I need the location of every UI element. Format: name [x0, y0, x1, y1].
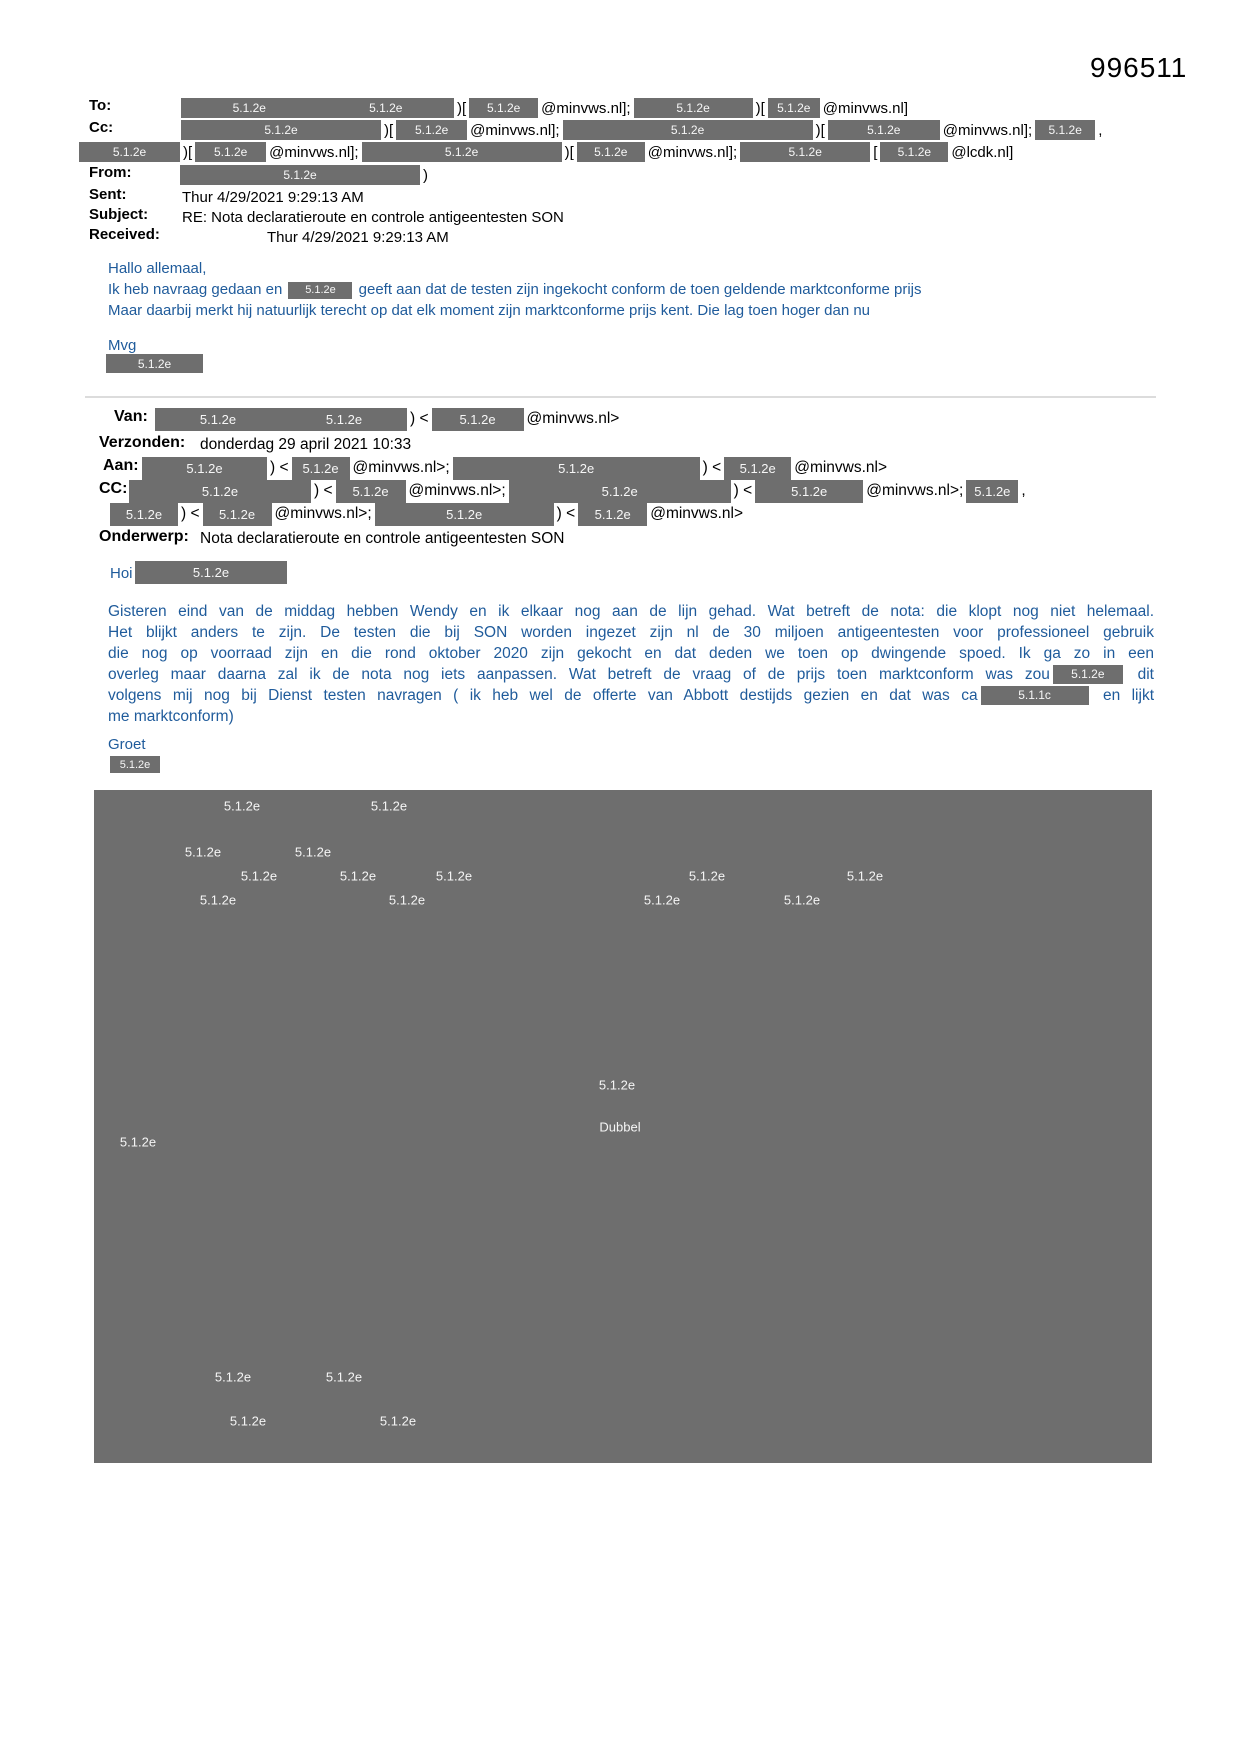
- redaction-chip: 5.1.2e: [634, 98, 753, 118]
- redaction-chip: 5.1.2e: [203, 503, 272, 526]
- redaction-chip: 5.1.2e: [110, 503, 178, 526]
- email-header-row: [0, 225, 1241, 249]
- body-line: [108, 258, 1158, 279]
- redaction-chip: 5.1.2e: [195, 142, 266, 162]
- header-text: ,: [1021, 482, 1026, 499]
- header-text: @minvws.nl];: [269, 143, 359, 161]
- redaction-label: 5.1.2e: [598, 1077, 636, 1093]
- header-text: @minvws.nl]: [822, 99, 909, 117]
- redaction-chip: 5.1.2e: [396, 120, 467, 140]
- header-text: Ik heb navraag gedaan en: [108, 281, 287, 298]
- header-label: Sent:: [89, 186, 127, 203]
- header-text: @minvws.nl];: [942, 121, 1033, 139]
- email-header-row: [0, 456, 1241, 480]
- header-value: [110, 502, 746, 526]
- header-text: @minvws.nl];: [470, 121, 560, 139]
- header-text: @minvws.nl>: [650, 505, 744, 522]
- header-text: donderdag 29 april 2021 10:33: [200, 436, 412, 453]
- redaction-chip: 5.1.2e: [432, 408, 524, 431]
- redaction-label: 5.1.2e: [379, 1413, 417, 1429]
- header-text: Thur 4/29/2021 9:29:13 AM: [182, 188, 364, 206]
- header-value: [181, 118, 1105, 142]
- header-text: dit: [1125, 666, 1154, 683]
- redaction-chip: [155, 408, 407, 431]
- header-label: Received:: [89, 226, 160, 243]
- header-label: Onderwerp:: [99, 528, 189, 545]
- email-header-row: [0, 118, 1241, 142]
- header-text: )[: [564, 143, 574, 161]
- header-text: ) <: [556, 505, 576, 522]
- header-text: Thur 4/29/2021 9:29:13 AM: [267, 228, 449, 246]
- email-header-row: [0, 502, 1241, 526]
- redaction-label: 5.1.2e: [370, 798, 408, 814]
- header-text: @minvws.nl];: [647, 143, 738, 161]
- header-text: @minvws.nl>;: [352, 459, 450, 476]
- redaction-chip: [181, 98, 454, 118]
- redaction-label: 5.1.2e: [688, 868, 726, 884]
- redaction-label: 5.1.2e: [435, 868, 473, 884]
- redaction-chip: 5.1.2e: [880, 142, 948, 162]
- header-text: Het blijkt anders te zijn. De testen die bij SON worden ingezet zijn nl de 30 miljoen antigeentesten voor professioneel gebruik: [108, 624, 1154, 641]
- header-text: @lcdk.nl]: [951, 143, 1014, 161]
- header-text: ) <: [733, 482, 753, 499]
- body-line: [108, 279, 1158, 300]
- redaction-chip: 5.1.2e: [828, 120, 940, 140]
- header-text: [: [873, 143, 878, 161]
- redaction-chip: 5.1.2e: [135, 561, 287, 584]
- header-text: overleg maar daarna zal ik de nota nog iets aanpassen. Wat betreft de vraag of de prijs toen marktconform was zou: [108, 666, 1050, 683]
- header-text: ): [423, 166, 428, 184]
- redaction-label: 5.1.2e: [232, 101, 266, 115]
- redaction-label: 5.1.2e: [184, 844, 222, 860]
- header-text: Hallo allemaal,: [108, 260, 207, 277]
- header-text: en lijkt: [1091, 687, 1154, 704]
- redaction-chip: 5.1.2e: [509, 480, 731, 503]
- email2-greeting: Hoi: [110, 565, 133, 582]
- email-header-row: [0, 140, 1241, 164]
- header-text: ) <: [270, 459, 289, 476]
- redaction-chip: 5.1.2e: [768, 98, 820, 118]
- header-value: [197, 433, 414, 457]
- redaction-chip: 5.1.2e: [755, 480, 863, 503]
- header-value: [129, 479, 1029, 503]
- redaction-chip: 5.1.2e: [563, 120, 813, 140]
- redaction-chip: 5.1.2e: [966, 480, 1018, 503]
- redaction-label: 5.1.2e: [214, 1369, 252, 1385]
- header-label: Subject:: [89, 206, 149, 223]
- header-text: ,: [1098, 121, 1103, 139]
- email-header-row: [0, 163, 1241, 187]
- email1-body: [108, 258, 1158, 321]
- redaction-chip: 5.1.2e: [142, 457, 267, 480]
- redaction-label: 5.1.2e: [199, 892, 237, 908]
- redaction-chip: 5.1.2e: [362, 142, 562, 162]
- header-label: Verzonden:: [99, 434, 186, 451]
- header-text: )[: [755, 99, 765, 117]
- header-text: )[: [384, 121, 394, 139]
- redaction-chip: 5.1.2e: [292, 457, 350, 480]
- email1-signoff: Mvg: [108, 337, 137, 354]
- redaction-chip: 5.1.2e: [578, 503, 647, 526]
- header-text: )[: [815, 121, 825, 139]
- header-text: @minvws.nl];: [541, 99, 631, 117]
- redaction-label: 5.1.2e: [325, 1369, 363, 1385]
- redaction-chip: 5.1.2e: [181, 120, 381, 140]
- header-label: CC:: [99, 480, 128, 497]
- redaction-label: Dubbel: [599, 1119, 641, 1135]
- email-header-row: [0, 527, 1241, 551]
- redaction-label: 5.1.2e: [369, 101, 403, 115]
- redaction-chip: 5.1.2e: [106, 354, 203, 373]
- redaction-label: 5.1.2e: [294, 844, 332, 860]
- header-text: Gisteren eind van de middag hebben Wendy en ik elkaar nog aan de lijn gehad. Wat betreft de nota: die klopt nog niet helemaal.: [108, 603, 1154, 620]
- redaction-label: 5.1.2e: [339, 868, 377, 884]
- email2-signoff: Groet: [108, 736, 146, 753]
- redaction-chip: 5.1.2e: [453, 457, 700, 480]
- header-text: geeft aan dat de testen zijn ingekocht conform de toen geldende marktconforme prijs: [354, 281, 922, 298]
- header-value: [142, 456, 890, 480]
- header-label: Cc:: [89, 119, 114, 136]
- header-text: @minvws.nl>;: [866, 482, 964, 499]
- header-text: @minvws.nl>: [794, 459, 888, 476]
- header-text: volgens mij nog bij Dienst testen navragen ( ik heb wel de offerte van Abbott destijds gezien en dat was ca: [108, 687, 978, 704]
- header-text: ) <: [410, 410, 429, 427]
- redaction-chip: 5.1.2e: [577, 142, 645, 162]
- header-text: ) <: [314, 482, 333, 499]
- redacted-attachment-block: [94, 790, 1152, 1463]
- header-value: [264, 225, 452, 249]
- header-label: To:: [89, 97, 112, 114]
- email-header-row: [0, 96, 1241, 120]
- email-header-row: [0, 433, 1241, 457]
- header-text: )[: [457, 99, 467, 117]
- redaction-label: 5.1.2e: [229, 1413, 267, 1429]
- redaction-chip: 5.1.2e: [288, 282, 352, 299]
- redaction-chip: 5.1.2e: [1035, 120, 1095, 140]
- header-value: [79, 140, 1016, 164]
- redaction-chip: 5.1.2e: [129, 480, 311, 503]
- header-value: [197, 527, 567, 551]
- redaction-chip: 5.1.2e: [180, 165, 420, 185]
- redaction-label: 5.1.2e: [783, 892, 821, 908]
- header-text: Maar daarbij merkt hij natuurlijk terecht op dat elk moment zijn marktconforme prijs kent. Die lag toen hoger dan nu: [108, 302, 871, 319]
- body-line: [108, 685, 1154, 706]
- redaction-label: 5.1.2e: [223, 798, 261, 814]
- header-value: [180, 163, 431, 187]
- header-text: @minvws.nl>;: [274, 505, 372, 522]
- redaction-label: 5.1.2e: [199, 411, 237, 427]
- header-text: RE: Nota declaratieroute en controle antigeentesten SON: [182, 208, 564, 226]
- header-label: Van:: [114, 408, 148, 425]
- redaction-chip: 5.1.2e: [336, 480, 406, 503]
- redaction-label: 5.1.2e: [119, 1134, 157, 1150]
- header-value: [181, 96, 911, 120]
- redaction-chip: 5.1.2e: [375, 503, 554, 526]
- header-label: Aan:: [103, 457, 139, 474]
- redaction-label: 5.1.2e: [240, 868, 278, 884]
- redaction-chip: 5.1.1c: [981, 686, 1089, 705]
- redaction-chip: 5.1.2e: [469, 98, 538, 118]
- redaction-chip: 5.1.2e: [79, 142, 180, 162]
- quoted-message-divider: [85, 396, 1156, 398]
- body-line: [108, 706, 1154, 727]
- redaction-label: 5.1.2e: [643, 892, 681, 908]
- header-text: die nog op voorraad zijn en die rond oktober 2020 zijn gekocht en dat deden we toen op dwingende spoed. Ik ga zo in een: [108, 645, 1154, 662]
- email-header-row: [0, 479, 1241, 503]
- redaction-chip: 5.1.2e: [740, 142, 870, 162]
- email2-body: [108, 601, 1154, 727]
- body-line: [108, 622, 1154, 643]
- body-line: [108, 601, 1154, 622]
- redaction-label: 5.1.2e: [388, 892, 426, 908]
- email-header-row: [0, 407, 1241, 431]
- redaction-chip: 5.1.2e: [724, 457, 791, 480]
- header-text: @minvws.nl>;: [408, 482, 506, 499]
- body-line: [108, 300, 1158, 321]
- redaction-label: 5.1.2e: [325, 411, 363, 427]
- header-text: me marktconform): [108, 708, 234, 725]
- document-number: 996511: [1090, 52, 1188, 83]
- body-line: [108, 643, 1154, 664]
- header-text: ) <: [702, 459, 722, 476]
- redaction-chip: 5.1.2e: [110, 756, 160, 773]
- redaction-label: 5.1.2e: [846, 868, 884, 884]
- header-text: ) <: [181, 505, 200, 522]
- redaction-chip: 5.1.2e: [1053, 665, 1123, 684]
- header-value: [155, 407, 622, 431]
- header-label: From:: [89, 164, 132, 181]
- header-text: )[: [183, 143, 193, 161]
- header-text: Nota declaratieroute en controle antigeentesten SON: [200, 530, 565, 547]
- body-line: [108, 664, 1154, 685]
- header-text: @minvws.nl>: [526, 410, 620, 427]
